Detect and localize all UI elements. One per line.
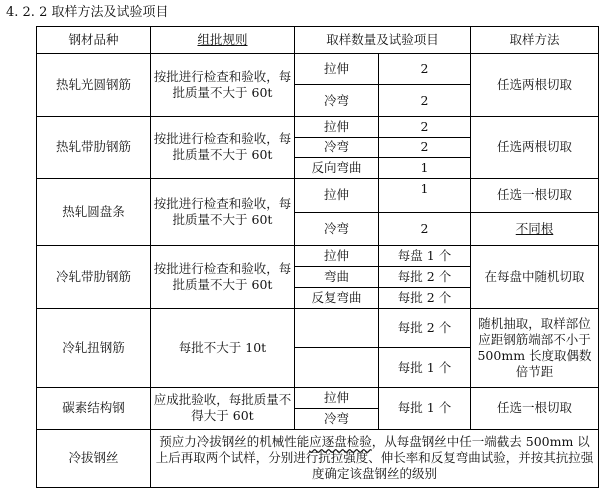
batch-rule-cell: 应成批验收，每批质量不得大于 60t	[151, 387, 295, 429]
method-cell: 任选两根切取	[471, 116, 599, 179]
test-item-cell: 拉伸	[295, 54, 379, 85]
test-qty-cell: 2	[379, 85, 471, 116]
batch-rule-cell: 每批不大于 10t	[151, 308, 295, 387]
test-qty-cell: 每批 2 个	[379, 287, 471, 308]
method-note: 不同根	[515, 220, 554, 236]
test-item-cell: 弯曲	[295, 266, 379, 287]
test-item-cell: 拉伸	[295, 116, 379, 137]
table-row	[37, 387, 599, 408]
test-qty-cell: 2	[379, 212, 471, 245]
test-qty-cell: 2	[379, 116, 471, 137]
method-cell: 任选两根切取	[471, 54, 599, 117]
test-qty-cell: 2	[379, 137, 471, 158]
variety-cell: 冷拔钢丝	[37, 429, 151, 487]
test-item-cell: 冷弯	[295, 85, 379, 116]
table-row	[37, 116, 599, 137]
method-cell: 任选一根切取	[471, 179, 599, 212]
section-heading: 4. 2. 2 取样方法及试验项目	[6, 5, 169, 20]
table-row	[37, 429, 599, 487]
batch-rule-cell: 按批进行检查和验收，每批质量不大于 60t	[151, 54, 295, 117]
test-qty-cell: 每批 2 个	[379, 308, 471, 348]
test-item-cell: 冷弯	[295, 408, 379, 429]
batch-rule-cell: 按批进行检查和验收，每批质量不大于 60t	[151, 179, 295, 246]
test-item-cell: 冷弯	[295, 212, 379, 245]
header-row	[37, 27, 599, 54]
method-cell: 随机抽取，取样部位应距钢筋端部不小于 500mm 长度取偶数倍节距	[471, 308, 599, 387]
batch-rule-cell: 按批进行检查和验收，每批质量不大于 60t	[151, 246, 295, 309]
table-row	[37, 308, 599, 348]
test-qty-cell: 每批 1 个	[379, 387, 471, 429]
test-item-cell: 拉伸	[295, 179, 379, 212]
test-item-cell	[295, 308, 379, 348]
variety-cell: 冷轧带肋钢筋	[37, 246, 151, 309]
test-qty-cell: 2	[379, 54, 471, 85]
test-qty-cell: 每批 1 个	[379, 348, 471, 388]
test-qty-cell: 1	[379, 158, 471, 179]
test-item-cell: 反向弯曲	[295, 158, 379, 179]
table-row	[37, 246, 599, 267]
note-cell: 预应力冷拔钢丝的机械性能应逐盘检验，从每盘钢丝中任一端截去 500mm 以上后再取两个试样，分别进行抗拉强度、伸长率和反复弯曲试验，并按其抗拉强度确定该盘钢丝的级别	[151, 429, 599, 487]
batch-rule-cell: 按批进行检查和验收，每批质量不大于 60t	[151, 116, 295, 179]
header-variety: 钢材品种	[37, 27, 151, 54]
header-batch-rule: 组批规则	[151, 27, 295, 54]
variety-cell: 碳素结构钢	[37, 387, 151, 429]
header-method: 取样方法	[471, 27, 599, 54]
test-item-cell: 冷弯	[295, 137, 379, 158]
test-qty-cell: 每盘 1 个	[379, 246, 471, 267]
variety-cell: 冷轧扭钢筋	[37, 308, 151, 387]
header-tests: 取样数量及试验项目	[295, 27, 471, 54]
method-cell	[471, 212, 599, 245]
test-item-cell: 反复弯曲	[295, 287, 379, 308]
method-cell: 任选一根切取	[471, 387, 599, 429]
test-qty-cell: 1	[379, 179, 471, 212]
variety-cell: 热轧光圆钢筋	[37, 54, 151, 117]
table-row	[37, 179, 599, 212]
variety-cell: 热轧带肋钢筋	[37, 116, 151, 179]
test-qty-cell: 每批 2 个	[379, 266, 471, 287]
method-cell: 在每盘中随机切取	[471, 246, 599, 309]
table-row	[37, 54, 599, 85]
test-item-cell	[295, 348, 379, 388]
test-item-cell: 拉伸	[295, 387, 379, 408]
variety-cell: 热轧圆盘条	[37, 179, 151, 246]
test-item-cell: 拉伸	[295, 246, 379, 267]
sampling-table	[36, 26, 599, 488]
